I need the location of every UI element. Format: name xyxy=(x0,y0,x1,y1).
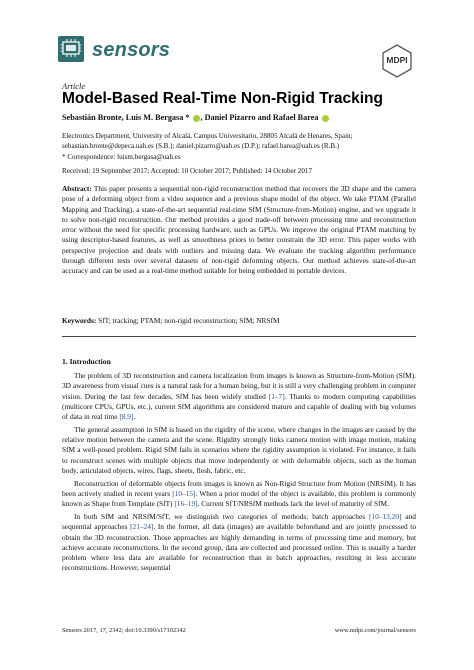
paragraph-text: . In the former, all data (images) are available beforehand and are jointly processed to obtain the 3D reconstruction. Those approaches are highly demanding in terms of processing time and memory, but achieve accurate reconstructions. In the second group, data are collected and processed online. This is usually a harder problem where less data are available for reconstruction than in batch approaches, resulting in less accurate reconstructions. However, sequential xyxy=(62,522,416,573)
body-paragraph xyxy=(62,425,416,476)
section-body xyxy=(62,371,416,576)
author-name: Luis M. Bergasa * xyxy=(125,113,190,122)
publication-dates: Received: 19 September 2017; Accepted: 10 October 2017; Published: 14 October 2017 xyxy=(62,167,312,175)
affiliation-emails: sebastian.bronte@depeca.uah.es (S.B.); daniel.pizarro@uah.es (D.P.); rafael.barea@uah.es (R.B.) xyxy=(62,142,340,151)
paragraph-text: and sequential approaches xyxy=(62,512,416,532)
reference-link[interactable]: [1–7] xyxy=(268,391,285,401)
reference-link[interactable]: [21–24] xyxy=(130,522,154,532)
keywords xyxy=(62,316,280,325)
abstract-text: This paper presents a sequential non-rigid reconstruction method that recovers the 3D shape and the camera pose of a deforming object from a video sequence and a previous shape model of the object. We take PTAM (Parallel Mapping and Tracking), a state-of-the-art sequential real-time SfM (Structure-from-Motion) engine, and we upgrade it to solve non-rigid reconstruction. Our method provides a good trade-off between processing time and reconstruction error without the need for specific processing hardware, such as GPUs. We improve the original PTAM matching by using descriptor-based features, as well as smoothness priors to better constrain the 3D error. This paper works with perspective projection and deals with outliers and missing data. We evaluate the tracking algorithm performance through different tests over several datasets of non-rigid deforming objects. Our method achieves state-of-the-art accuracy and can be used as a real-time method suitable for being embedded in portable devices. xyxy=(62,184,416,275)
reference-link[interactable]: [10–15] xyxy=(172,488,196,498)
reference-link[interactable]: [8,9] xyxy=(119,412,134,421)
paragraph-text: Reconstruction of deformable objects from images is known as Non-Rigid Structure from Motion (NRSfM). It has been actively studied in recent years xyxy=(62,478,416,498)
paragraph-text: In both SfM and NRSfM/SfT, we distinguish two categories of methods: batch approaches xyxy=(74,512,370,522)
article-type: Article xyxy=(62,81,86,91)
keywords-label: Keywords: xyxy=(62,316,97,325)
footer-citation: Sensors 2017, 17, 2342; doi:10.3390/s17102342 xyxy=(62,627,186,634)
body-paragraph xyxy=(62,479,416,510)
journal-name: sensors xyxy=(92,39,171,61)
section-heading: 1. Introduction xyxy=(62,357,111,366)
paragraph-text: The problem of 3D reconstruction and camera localization from images is known as Structure-from-Motion (SfM). 3D awareness from visual cues is a natural task for a human being, but it is still a very challenging problem in computer vision. During the last few decades, SfM has been widely studied xyxy=(62,371,416,401)
article-title: Model-Based Real-Time Non-Rigid Tracking xyxy=(62,90,383,107)
author-separator: , xyxy=(200,113,203,122)
affiliation-line: Electronics Department, University of Alcalá, Campus Universitario, 28805 Alcalá de Henares, Spain; xyxy=(62,132,353,140)
paragraph-text: . Current SfT/NRSfM methods lack the level of maturity of SfM. xyxy=(197,499,389,509)
affiliations xyxy=(62,131,353,162)
author-name: Sebastián Bronte xyxy=(62,113,122,122)
publisher-name: MDPI xyxy=(386,55,408,65)
paragraph-text: The general assumption in SfM is based on the rigidity of the scene, where changes in the images are caused by the relative motion between the camera and the scene. Rigidity strongly links camera motion with image motion, making SfM a well-posed problem. Rigid SfM fails in scenarios where the rigidity assumption is violated. For instance, it fails to reconstruct scenes with multiple objects that move independently or with deformable objects, such as the human body, articulated objects, wires, flags, sheets, flesh, fabric, etc. xyxy=(62,424,416,475)
paragraph-text: . xyxy=(133,412,136,421)
paragraph-text: . Thanks to modern computing capabilities (multicore CPUs, GPUs, etc.), current SfM algorithms are considered mature and capable of dealing with big volumes of data in real time xyxy=(62,391,417,421)
reference-link[interactable]: [10–13,20] xyxy=(369,512,402,522)
paragraph-text: . When a prior model of the object is available, this problem is commonly known as Shape from Template (SfT) xyxy=(62,488,416,509)
abstract-label: Abstract: xyxy=(62,184,92,193)
reference-link[interactable]: [16–19] xyxy=(174,499,198,509)
footer-url[interactable]: www.mdpi.com/journal/sensors xyxy=(334,627,416,634)
correspondence: * Correspondence: luism.bergasa@uah.es xyxy=(62,152,181,161)
abstract xyxy=(62,184,416,276)
body-paragraph xyxy=(62,512,416,574)
orcid-icon[interactable] xyxy=(322,115,329,122)
journal-logo-icon xyxy=(58,36,84,62)
author-list xyxy=(62,113,330,122)
mdpi-logo-icon xyxy=(380,44,414,78)
keywords-text: SfT; tracking; PTAM; non-rigid reconstruction; SfM; NRSfM xyxy=(98,316,280,325)
author-name: Daniel Pizarro and Rafael Barea xyxy=(204,113,319,122)
author-separator: , xyxy=(121,113,126,122)
orcid-icon[interactable] xyxy=(193,115,200,122)
body-paragraph xyxy=(62,371,416,422)
divider xyxy=(62,336,416,337)
